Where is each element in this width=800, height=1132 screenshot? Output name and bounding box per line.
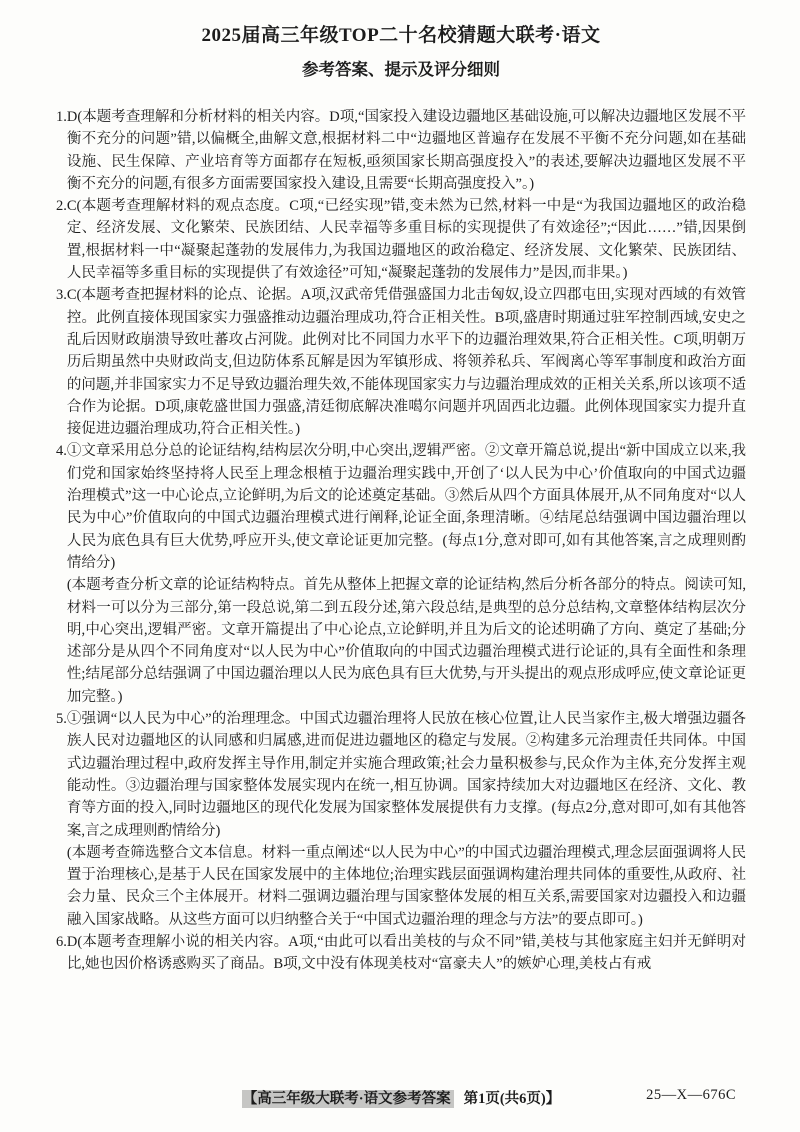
page-subtitle: 参考答案、提示及评分细则 xyxy=(302,60,500,79)
answer-item-1 xyxy=(56,106,746,195)
explanation-text: (本题考查筛选整合文本信息。材料一重点阐述“以人民为中心”的中国式边疆治理模式,理念层面强调将人民置于治理核心,是基于人民在国家发展中的主体地位;治理实践层面强调构建治理共同体的重要性,从政府、社会力量、民众三个主体展开。材料二强调边疆治理与国家整体发展的相互关系,需要国家对边疆投入和边疆融入国家战略。从这些方面可以归纳整合关于“中国式边疆治理的理念与方法”的要点即可。) xyxy=(66,844,746,928)
answer-item-5 xyxy=(56,708,746,931)
answer-text: C(本题考查理解材料的观点态度。C项,“已经实现”错,变未然为已然,材料一中是“为我国边疆地区的政治稳定、经济发展、文化繁荣、民族团结、人民幸福等多重目标的实现提供了有效途径”;“因此……”错,因果倒置,根据材料一中“凝聚起蓬勃的发展伟力,为我国边疆地区的政治稳定、经济发展、文化繁荣、民族团结、人民幸福等多重目标的实现提供了有效途径”可知,“凝聚起蓬勃的发展伟力”是因,而非果。) xyxy=(66,198,746,282)
answers-content xyxy=(56,106,746,976)
answer-text: ①文章采用总分总的论证结构,结构层次分明,中心突出,逻辑严密。②文章开篇总说,提出“新中国成立以来,我们党和国家始终坚持将人民至上理念根植于边疆治理实践中,开创了‘以人民为中心’价值取向的中国式边疆治理模式”这一中心论点,立论鲜明,为后文的论述奠定基础。③然后从四个方面具体展开,从不同角度对“以人民为中心”价值取向的中国式边疆治理模式进行阐释,论证全面,条理清晰。④结尾总结强调中国边疆治理以人民为底色具有巨大优势,呼应开头,使文章论证更加完整。(每点1分,意对即可,如有其他答案,言之成理则酌情给分) xyxy=(66,443,746,571)
explanation-text: (本题考查分析文章的论证结构特点。首先从整体上把握文章的论证结构,然后分析各部分的特点。阅读可知,材料一可以分为三部分,第一段总说,第二到五段分述,第六段总结,是典型的总分总结构,文章整体结构层次分明,中心突出,逻辑严密。文章开篇提出了中心论点,立论鲜明,并且为后文的论述明确了方向、奠定了基础;分述部分是从四个不同角度对“以人民为中心”价值取向的中国式边疆治理模式进行论证的,具有全面性和条理性;结尾部分总结强调了中国边疆治理以人民为底色具有巨大优势,与开头提出的观点形成呼应,使文章论证更加完整。) xyxy=(66,577,746,705)
page-footer xyxy=(56,1087,746,1108)
answer-number: 1. xyxy=(56,109,67,125)
answer-text: D(本题考查理解和分析材料的相关内容。D项,“国家投入建设边疆地区基础设施,可以解决边疆地区发展不平衡不充分的问题”错,以偏概全,曲解文意,根据材料二中“边疆地区普遍存在发展不平衡不充分问题,如在基础设施、民生保障、产业培育等方面都存在短板,亟须国家长期高强度投入”的表述,要解决边疆地区发展不平衡不充分的问题,有很多方面需要国家投入建设,且需要“长期高强度投入”。) xyxy=(66,109,746,192)
answer-number: 4. xyxy=(56,443,67,460)
answer-number: 2. xyxy=(56,198,67,215)
answer-text: C(本题考查把握材料的论点、论据。A项,汉武帝凭借强盛国力北击匈奴,设立四郡屯田,实现对西域的有效管控。此例直接体现国家实力强盛推动边疆治理成功,符合正相关性。B项,盛唐时期通过驻军控制西域,安史之乱后因财政崩溃导致吐蕃攻占河陇。此例对比不同国力水平下的边疆治理效果,符合正相关性。C项,明朝万历后期虽然中央财政尚支,但边防体系瓦解是因为军镇形成、将领养私兵、军阀离心等军事制度和政治方面的问题,并非国家实力不足导致边疆治理失效,不能体现国家实力与边疆治理成效的正相关关系,所以该项不适合作为论据。D项,康乾盛世国力强盛,清廷彻底解决准噶尔问题并巩固西北边疆。此例体现国家实力提升直接促进边疆治理成功,符合正相关性。) xyxy=(66,287,746,438)
answer-item-3 xyxy=(56,284,746,440)
answer-item-2 xyxy=(56,195,746,284)
footer-code: 25—X—676C xyxy=(646,1087,736,1103)
page-title: 2025届高三年级TOP二十名校猜题大联考·语文 xyxy=(201,25,601,46)
footer-page-info: 第1页(共6页)】 xyxy=(463,1091,561,1107)
answer-item-6 xyxy=(56,931,746,976)
answer-number: 6. xyxy=(56,933,67,950)
answer-number: 5. xyxy=(56,711,67,728)
answer-text: D(本题考查理解小说的相关内容。A项,“由此可以看出美枝的与众不同”错,美枝与其他家庭主妇并无鲜明对比,她也因价格诱惑购买了商品。B项,文中没有体现美枝对“富豪夫人”的嫉妒心理,美枝占有戒 xyxy=(66,933,746,973)
answer-number: 3. xyxy=(56,287,67,304)
answer-text: ①强调“以人民为中心”的治理理念。中国式边疆治理将人民放在核心位置,让人民当家作主,极大增强边疆各族人民对边疆地区的认同感和归属感,进而促进边疆地区的稳定与发展。②构建多元治理责任共同体。中国式边疆治理过程中,政府发挥主导作用,制定并实施合理政策;社会力量积极参与,民众作为主体,充分发挥主观能动性。③边疆治理与国家整体发展实现内在统一,相互协调。国家持续加大对边疆地区在经济、文化、教育等方面的投入,同时边疆地区的现代化发展为国家整体发展提供有力支撑。(每点2分,意对即可,如有其他答案,言之成理则酌情给分) xyxy=(66,711,746,839)
footer-title xyxy=(242,1091,561,1107)
footer-label: 【高三年级大联考·语文参考答案 xyxy=(242,1090,454,1108)
answer-item-4 xyxy=(56,440,746,708)
